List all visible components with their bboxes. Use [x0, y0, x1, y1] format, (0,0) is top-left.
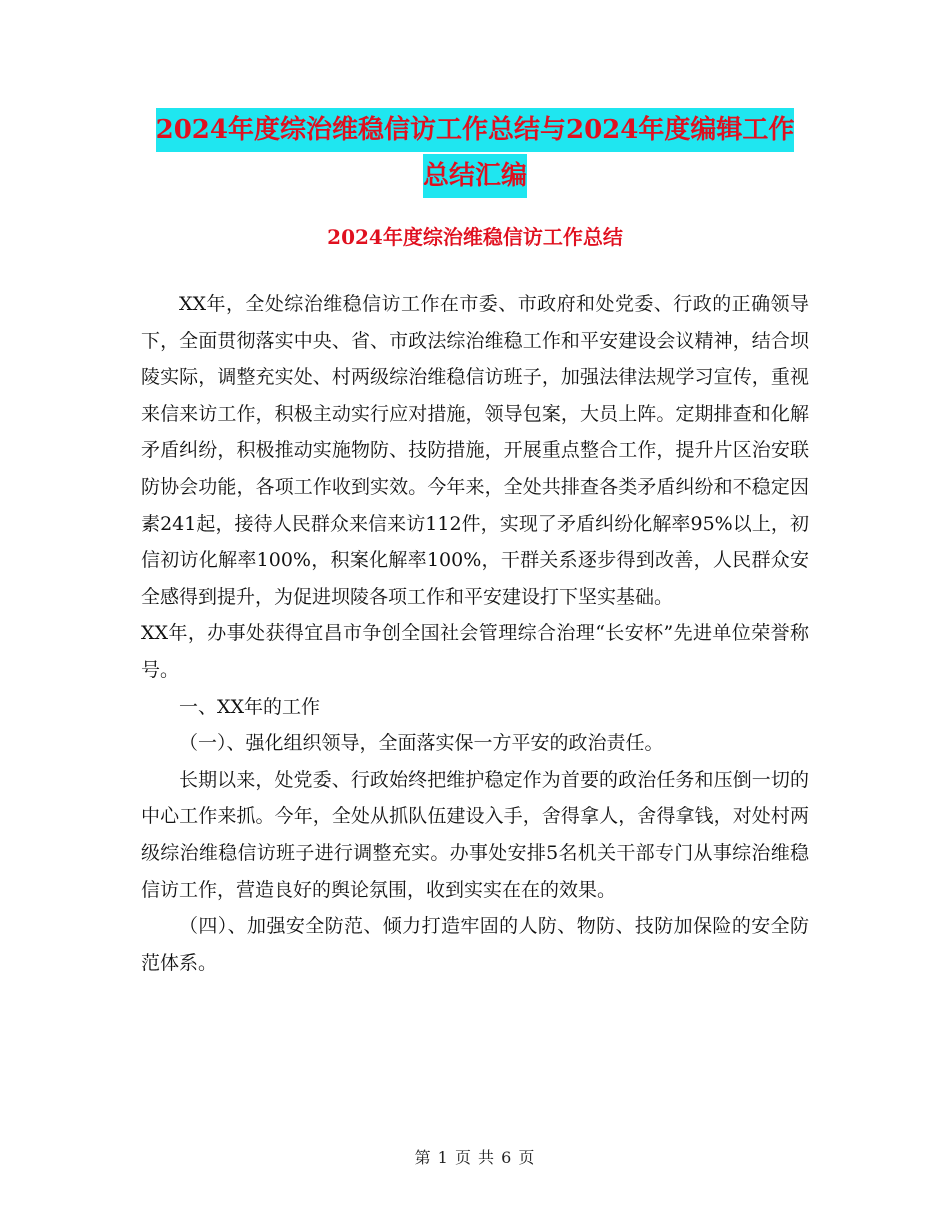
- heading-subsection-4: （四）、加强安全防范、倾力打造牢固的人防、物防、技防加保险的安全防范体系。: [141, 915, 809, 974]
- heading-section-1: 一、XX年的工作: [179, 695, 321, 718]
- paragraph-intro: XX年，全处综治维稳信访工作在市委、市政府和处党委、行政的正确领导下，全面贯彻落实中央、省、市政法综治维稳工作和平安建设会议精神，结合坝陵实际，调整充实处、村两级综治维稳信访班子，加强法律法规学习宣传，重视来信来访工作，积极主动实行应对措施，领导包案，大员上阵。定期排查和化解矛盾纠纷，积极推动实施物防、技防措施，开展重点整合工作，提升片区治安联防协会功能，各项工作收到实效。今年来，全处共排查各类矛盾纠纷和不稳定因素241起，接待人民群众来信来访112件，实现了矛盾纠纷化解率95%以上，初信初访化解率100%，积案化解率100%，干群关系逐步得到改善，人民群众安全感得到提升，为促进坝陵各项工作和平安建设打下坚实基础。: [141, 293, 809, 608]
- section-title: 2024年度综治维稳信访工作总结: [327, 225, 623, 249]
- title-line-1: 2024年度综治维稳信访工作总结与2024年度编辑工作: [156, 108, 795, 152]
- paragraph-leadership: 长期以来，处党委、行政始终把维护稳定作为首要的政治任务和压倒一切的中心工作来抓。今年，全处从抓队伍建设入手，舍得拿人，舍得拿钱，对处村两级综治维稳信访班子进行调整充实。办事处安排5名机关干部专门从事综治维稳信访工作，营造良好的舆论氛围，收到实实在在的效果。: [141, 768, 809, 901]
- document-body: [141, 286, 809, 981]
- title-line-2: 总结汇编: [423, 154, 527, 198]
- heading-subsection-1: （一）、强化组织领导，全面落实保一方平安的政治责任。: [179, 732, 664, 755]
- document-title: [0, 108, 950, 198]
- page-footer: 第 1 页 共 6 页: [414, 1148, 536, 1167]
- paragraph-award: XX年，办事处获得宜昌市争创全国社会管理综合治理“长安杯”先进单位荣誉称号。: [141, 622, 809, 681]
